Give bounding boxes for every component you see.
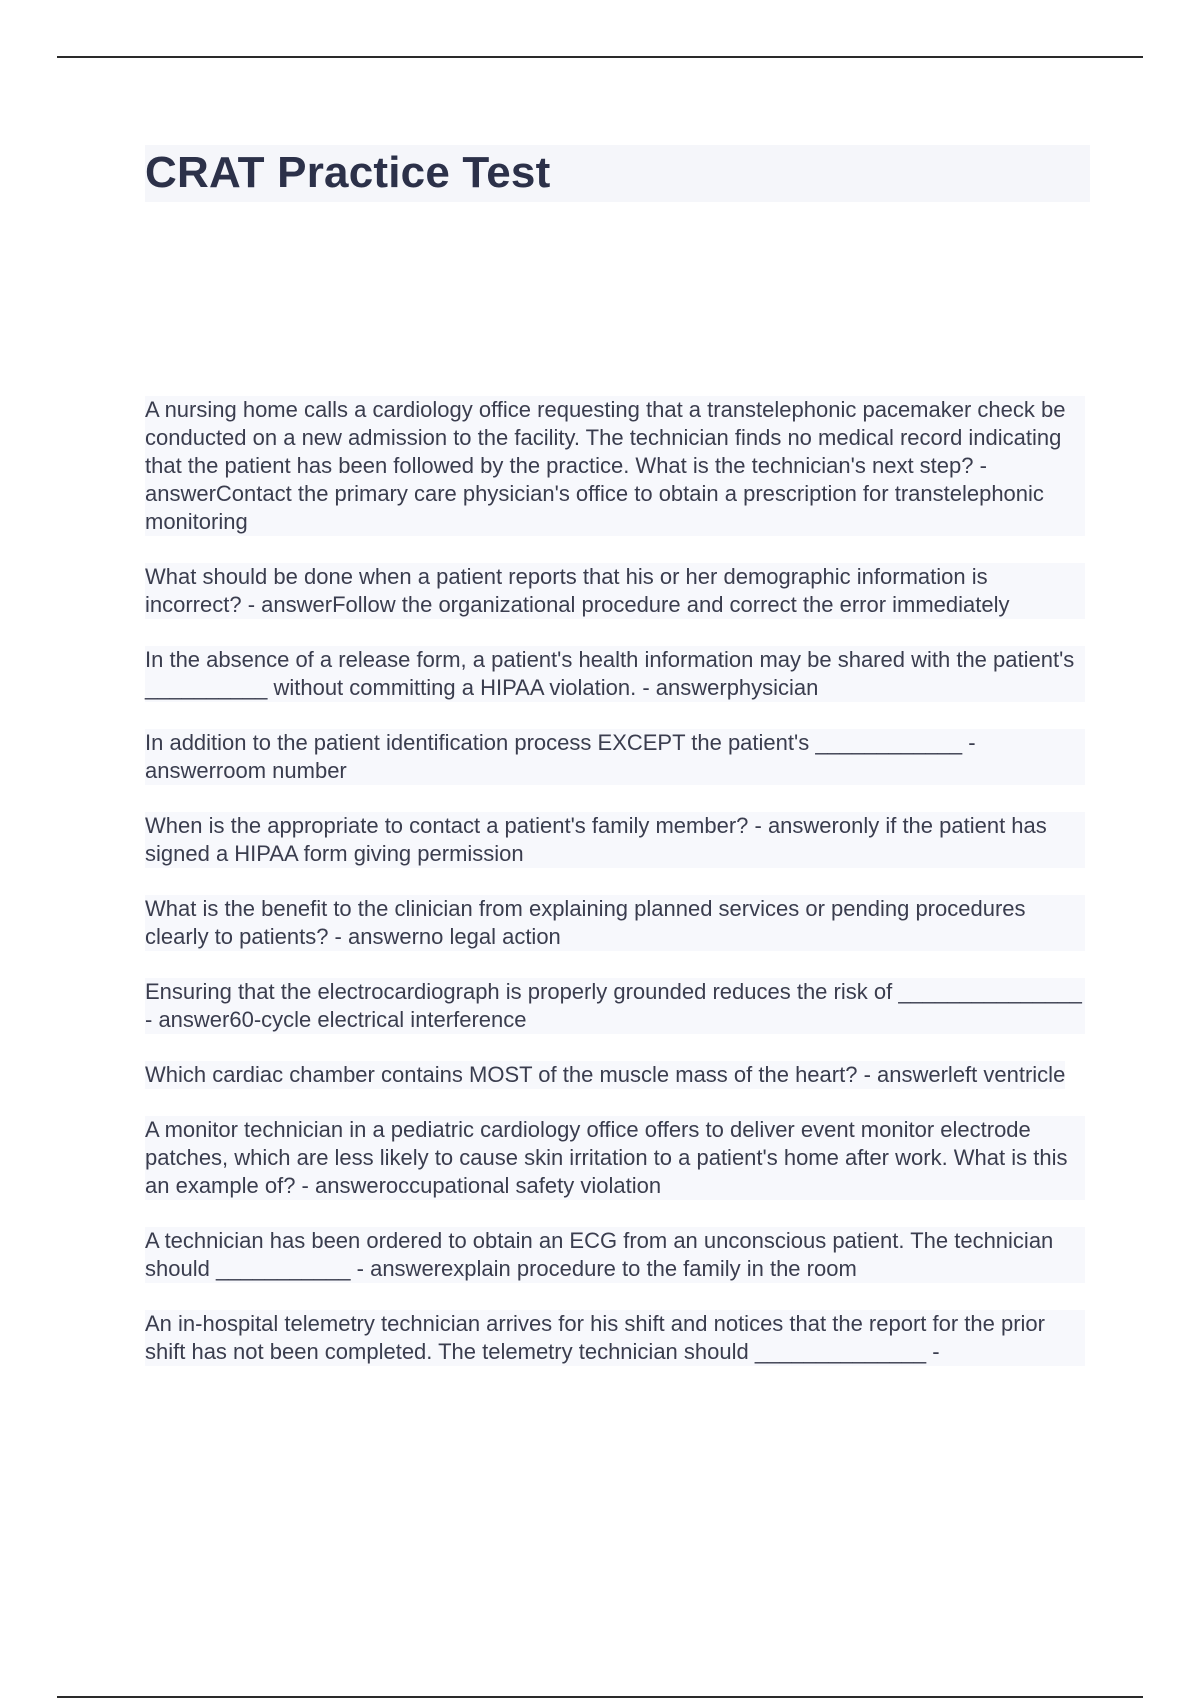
question-item-10: A technician has been ordered to obtain an ECG from an unconscious patient. The technician should ___________ - answerexplain procedure to the family in the room [145,1227,1085,1283]
header-rule [57,56,1143,58]
question-item-9: A monitor technician in a pediatric cardiology office offers to deliver event monitor electrode patches, which are less likely to cause skin irritation to a patient's home after work. What is this an example of? - answeroccupational safety violation [145,1116,1085,1200]
page-title: CRAT Practice Test [145,148,551,197]
question-item-6: What is the benefit to the clinician from explaining planned services or pending procedures clearly to patients? - answerno legal action [145,895,1085,951]
question-item-3: In the absence of a release form, a patient's health information may be shared with the patient's __________ without committing a HIPAA violation. - answerphysician [145,646,1085,702]
question-list [145,396,1085,1393]
question-item-4: In addition to the patient identification process EXCEPT the patient's ____________ - answerroom number [145,729,1085,785]
question-item-8: Which cardiac chamber contains MOST of the muscle mass of the heart? - answerleft ventricle [145,1062,1066,1087]
footer-rule [57,1696,1143,1698]
question-item-11: An in-hospital telemetry technician arrives for his shift and notices that the report for the prior shift has not been completed. The telemetry technician should ______________ - [145,1310,1085,1366]
question-item-7: Ensuring that the electrocardiograph is properly grounded reduces the risk of _______________ - answer60-cycle electrical interference [145,978,1085,1034]
question-item-1: A nursing home calls a cardiology office requesting that a transtelephonic pacemaker check be conducted on a new admission to the facility. The technician finds no medical record indicating that the patient has been followed by the practice. What is the technician's next step? - answerContact the primary care physician's office to obtain a prescription for transtelephonic monitoring [145,396,1085,536]
question-item-5: When is the appropriate to contact a patient's family member? - answeronly if the patient has signed a HIPAA form giving permission [145,812,1085,868]
question-item-2: What should be done when a patient reports that his or her demographic information is incorrect? - answerFollow the organizational procedure and correct the error immediately [145,563,1085,619]
